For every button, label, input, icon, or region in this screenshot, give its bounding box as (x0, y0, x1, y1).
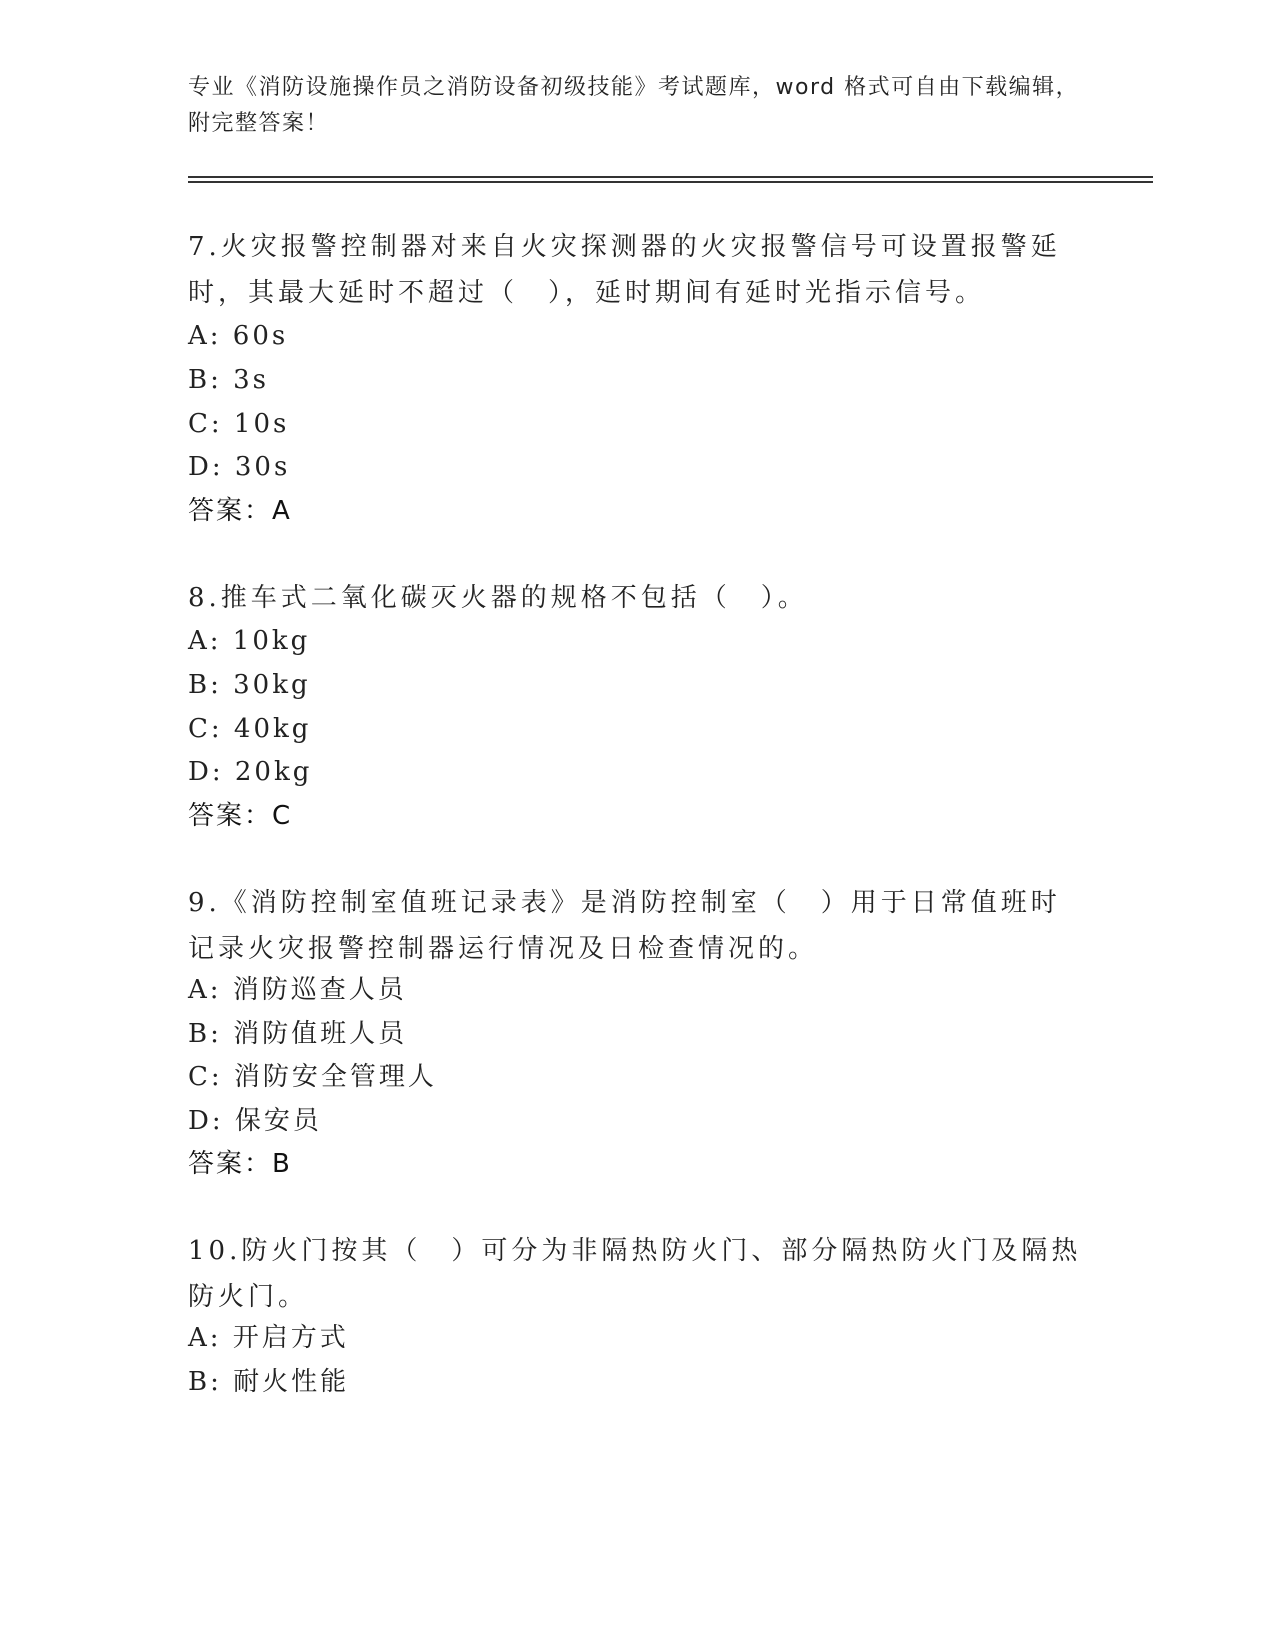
question-7-option-c: C: 10s (188, 409, 290, 439)
question-9-option-a: A: 消防巡查人员 (188, 975, 407, 1005)
question-8-option-b: B: 30kg (188, 670, 311, 700)
header-divider-bottom (188, 181, 1153, 183)
question-8-answer: 答案：C (188, 801, 293, 831)
question-10-option-a: A: 开启方式 (188, 1323, 349, 1353)
question-9-text: 9.《消防控制室值班记录表》是消防控制室（ ）用于日常值班时记录火灾报警控制器运行情况及日检查情况的。 (188, 888, 1061, 964)
question-7-option-a: A: 60s (188, 321, 289, 351)
question-9-answer: 答案：B (188, 1149, 292, 1179)
document-header: 专业《消防设施操作员之消防设备初级技能》考试题库，word 格式可自由下载编辑，附完整答案！ (188, 75, 1080, 136)
question-8-text: 8.推车式二氧化碳灭火器的规格不包括（ ）。 (188, 583, 808, 613)
question-7-option-b: B: 3s (188, 365, 270, 395)
question-8-option-d: D: 20kg (188, 757, 313, 787)
question-7-answer: 答案：A (188, 496, 292, 526)
question-9-option-d: D: 保安员 (188, 1106, 322, 1136)
question-7-option-d: D: 30s (188, 452, 291, 482)
question-7-text: 7.火灾报警控制器对来自火灾探测器的火灾报警信号可设置报警延时，其最大延时不超过（ ），延时期间有延时光指示信号。 (188, 232, 1061, 308)
question-10-option-b: B: 耐火性能 (188, 1367, 350, 1397)
question-8-option-a: A: 10kg (188, 626, 311, 656)
header-divider-top (188, 176, 1153, 178)
question-9-option-c: C: 消防安全管理人 (188, 1062, 437, 1092)
question-8-option-c: C: 40kg (188, 714, 312, 744)
question-10-text: 10.防火门按其（ ）可分为非隔热防火门、部分隔热防火门及隔热防火门。 (188, 1236, 1082, 1312)
question-9-option-b: B: 消防值班人员 (188, 1019, 408, 1049)
